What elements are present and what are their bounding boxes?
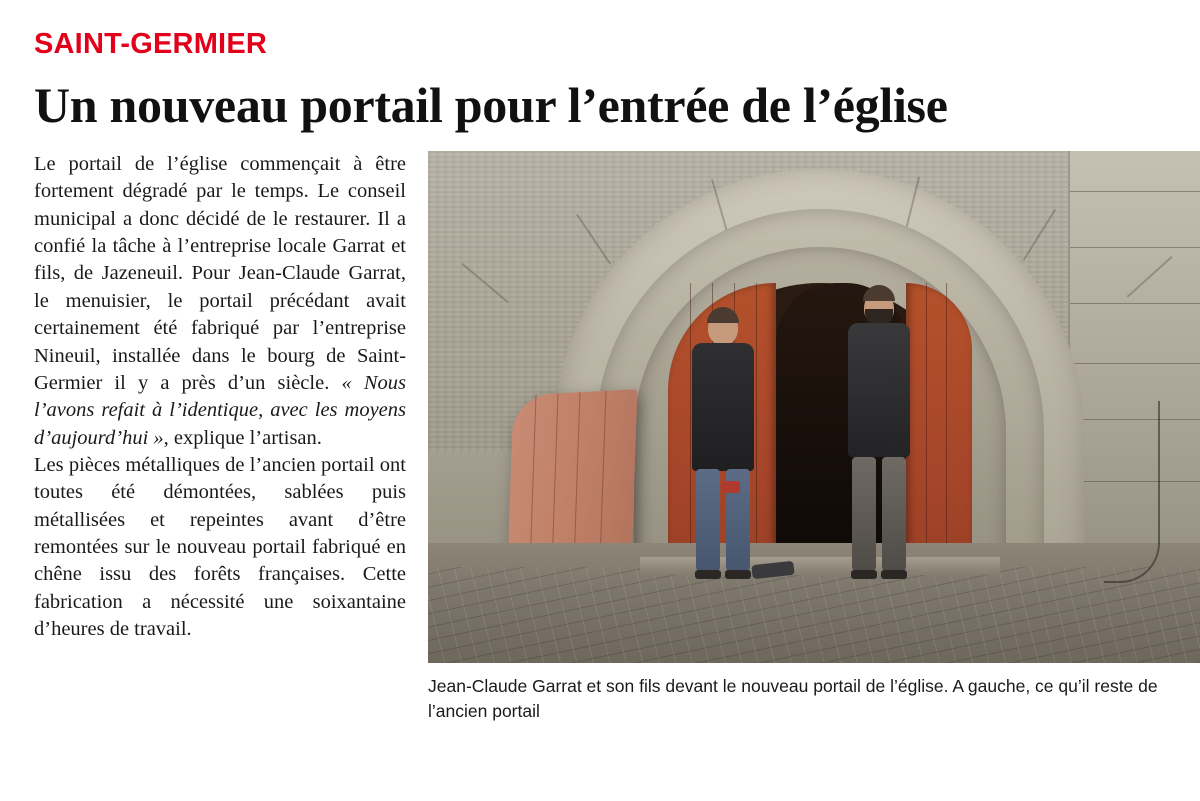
page-title: Un nouveau portail pour l’entrée de l’église [34, 77, 948, 133]
photo-caption: Jean-Claude Garrat et son fils devant le nouveau portail de l’église. A gauche, ce qu’il reste de l’ancien portail [428, 676, 1158, 721]
photo-person-right-jacket [848, 323, 910, 457]
photo-person-left-hair [707, 307, 739, 323]
paragraph-1-text: Le portail de l’église commençait à être fortement dégradé par le temps. Le conseil municipal a donc décidé de le restaurer. Il a confié la tâche à l’entreprise locale Garrat et fils, de Jazeneuil. Pour Jean-Claude Garrat, le menuisier, le portail précédant avait certainement été fabriqué par l’entreprise Nineuil, installée dans le bourg de Saint-Germier il y a près d’un siècle. [34, 153, 406, 394]
article-photo-column [428, 151, 1200, 724]
article-quote-tail: , explique l’artisan. [163, 426, 322, 449]
photo-tool-handheld [722, 481, 740, 493]
photo-person-right-legs [852, 457, 906, 571]
section-kicker: SAINT-GERMIER [34, 28, 267, 60]
article-quote: « Nous l’avons refait à l’identique, avec les moyens d’aujourd’hui » [34, 371, 406, 449]
photo-person-right-hair [863, 285, 895, 301]
photo-cable [1104, 401, 1160, 583]
photo-cobblestones [428, 567, 1200, 663]
photo-person-left-jacket [692, 343, 754, 471]
article-content [32, 151, 1168, 724]
article-paragraph-1 [34, 151, 406, 452]
photo-person-right [836, 285, 922, 571]
article-paragraph-2: Les pièces métalliques de l’ancien portail ont toutes été démontées, sablées puis métallisées et repeintes avant d’être remontées sur le nouveau portail fabriqué en chêne issu des forêts françaises. Cette fabrication a nécessité une soixantaine d’heures de travail. [34, 453, 406, 641]
article-photo [428, 151, 1200, 663]
photo-person-left [680, 303, 766, 571]
article-text-column [32, 151, 406, 643]
